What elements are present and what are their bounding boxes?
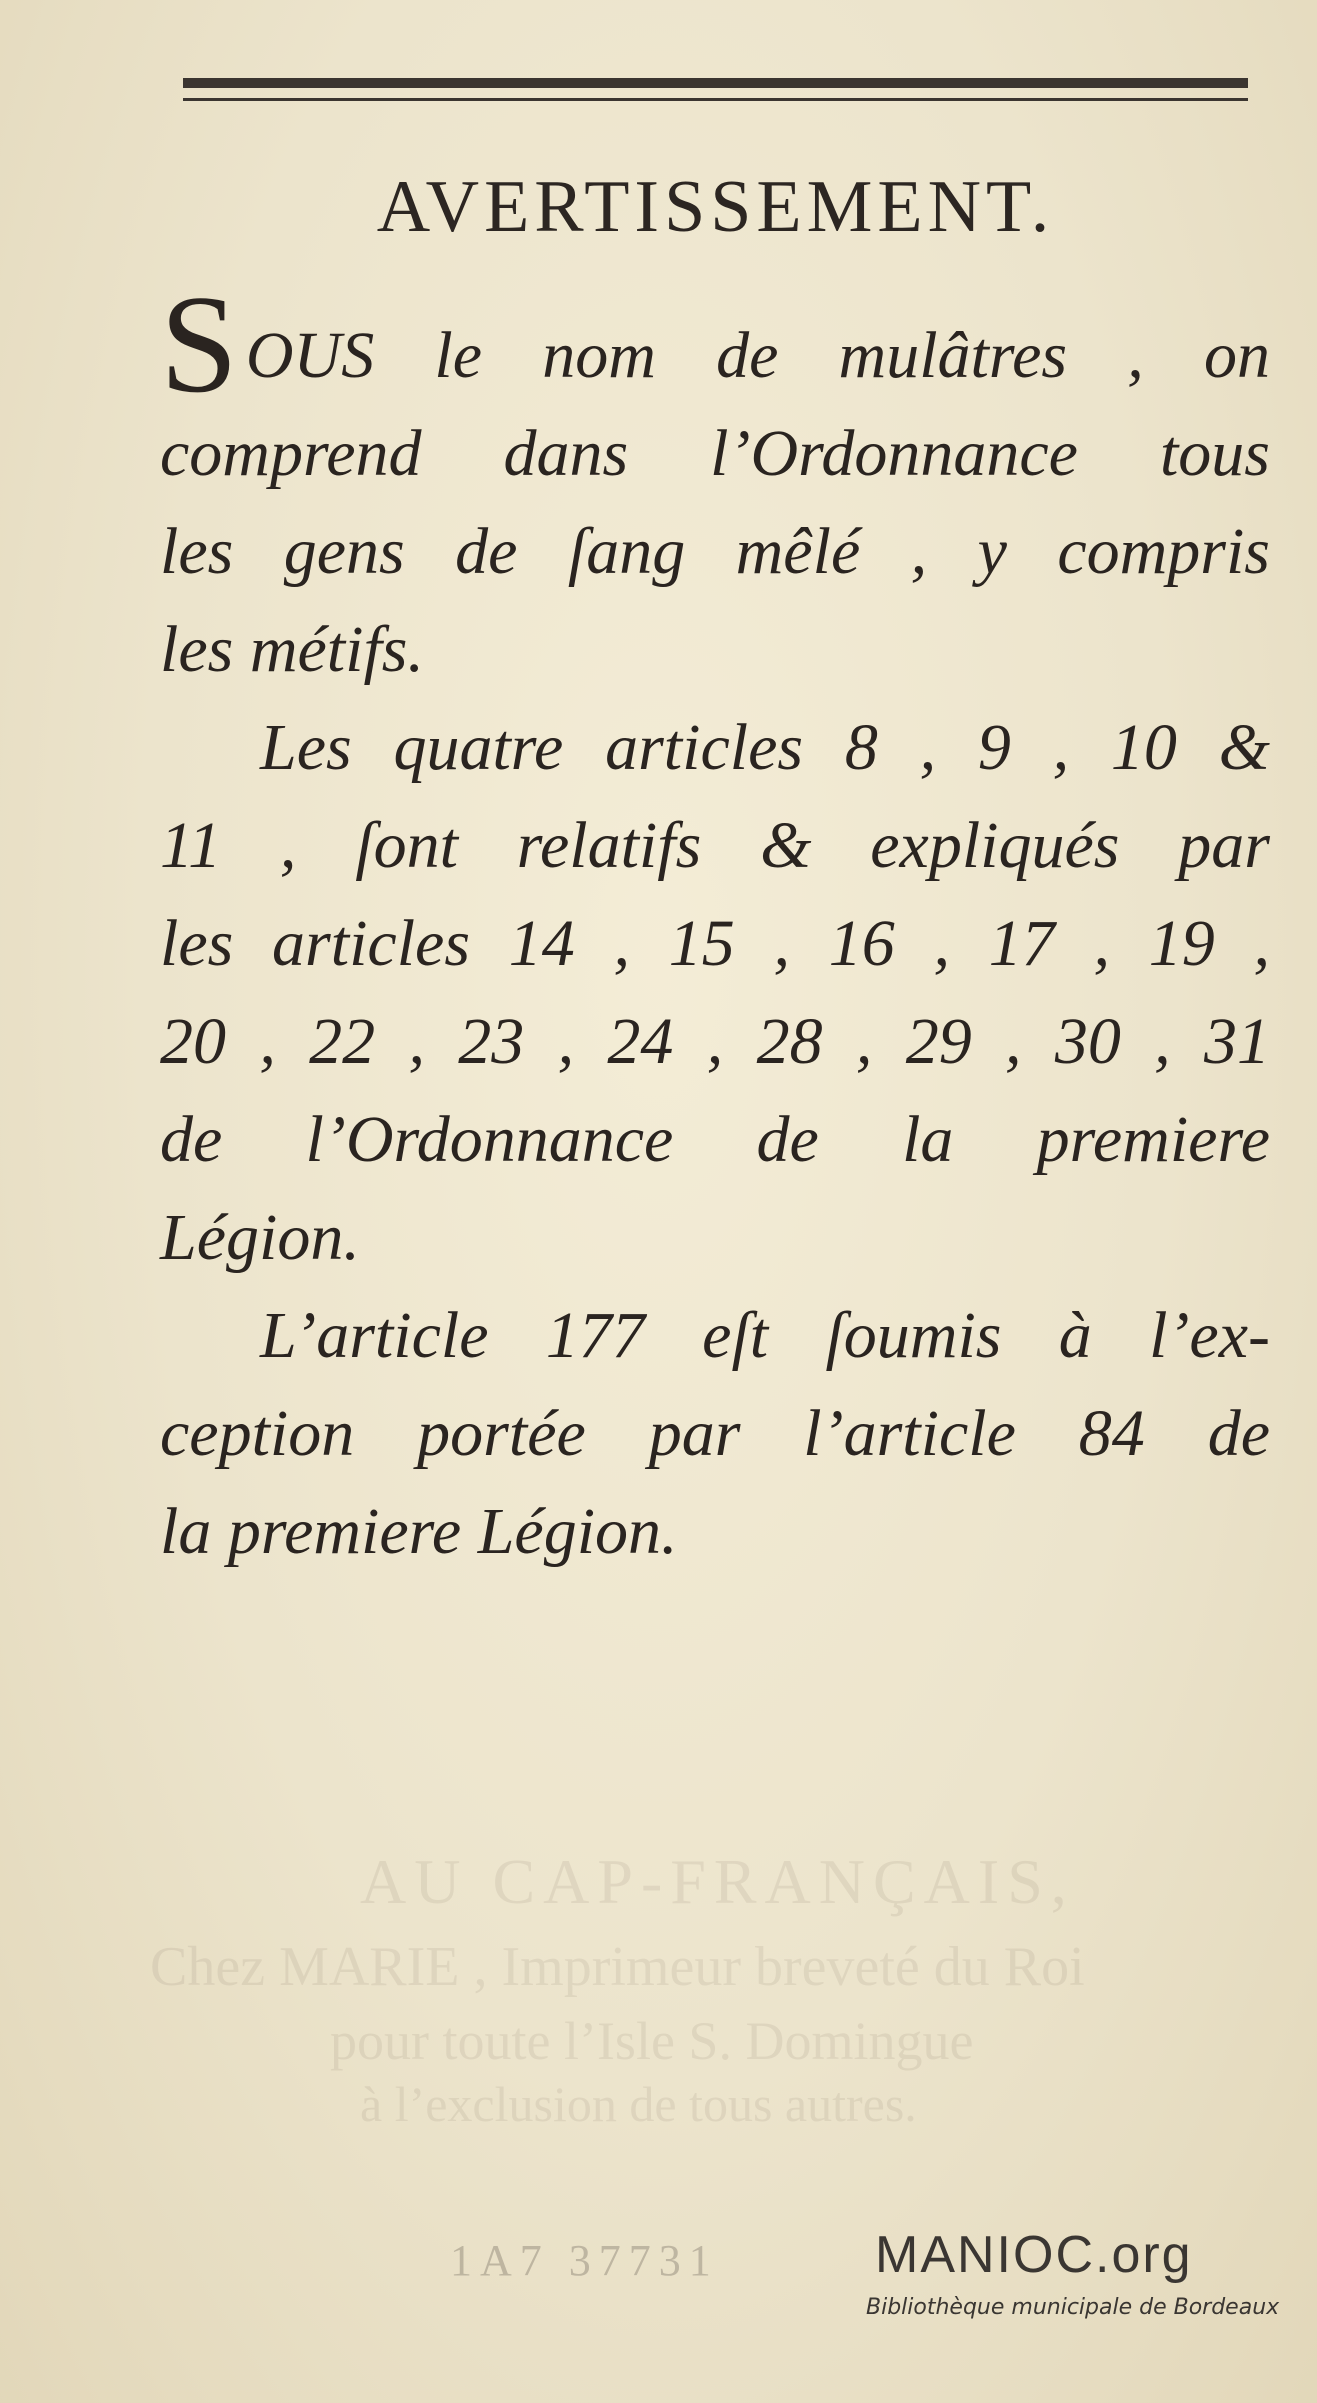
paragraph-3-line-2: ception portée par l’article 84 de <box>160 1397 1270 1470</box>
show-through-line-3: pour toute l’Isle S. Domingue <box>330 2011 974 2071</box>
paragraph-1-line-1 <box>160 267 1270 422</box>
manioc-logo: MANIOC.org <box>875 2226 1193 2284</box>
paragraph-1-line-3: les gens de ſang mêlé , y compris <box>160 515 1270 588</box>
show-through-line-2: Chez MARIE , Imprimeur breveté du Roi <box>150 1936 1085 1998</box>
shelfmark-stamp: 1A7 37731 <box>450 2236 719 2285</box>
paragraph-2-line-2: 11 , ſont relatifs & expliqués par <box>160 809 1270 882</box>
notice-text <box>160 267 1270 1581</box>
show-through-line-4: à l’exclusion de tous autres. <box>360 2076 917 2132</box>
paragraph-1-line-2: comprend dans l’Ordonnance tous <box>160 417 1270 490</box>
show-through-line-1: AU CAP-FRANÇAIS, <box>360 1846 1075 1917</box>
paragraph-3-line-1: L’article 177 eſt ſoumis à l’ex- <box>260 1299 1270 1372</box>
paragraph-3-line-3: la premiere Légion. <box>160 1495 678 1568</box>
paragraph-1-line-4: les métifs. <box>160 613 424 686</box>
paragraph-2-line-1: Les quatre articles 8 , 9 , 10 & <box>260 711 1270 784</box>
header-rule-thin <box>183 98 1248 101</box>
paragraph-2-line-6: Légion. <box>160 1201 360 1274</box>
paragraph-1-line-1-text: OUS le nom de mulâtres , on <box>245 319 1270 392</box>
library-credit: Bibliothèque municipale de Bordeaux <box>866 2295 1280 2320</box>
drop-cap: S <box>160 267 238 422</box>
paragraph-2-line-5: de l’Ordonnance de la premiere <box>160 1103 1270 1176</box>
page-heading: AVERTISSEMENT. <box>376 166 1055 248</box>
paragraph-2-line-4: 20 , 22 , 23 , 24 , 28 , 29 , 30 , 31 <box>160 1005 1270 1078</box>
paragraph-2-line-3: les articles 14 , 15 , 16 , 17 , 19 , <box>160 907 1270 980</box>
header-rule-thick <box>183 78 1248 88</box>
